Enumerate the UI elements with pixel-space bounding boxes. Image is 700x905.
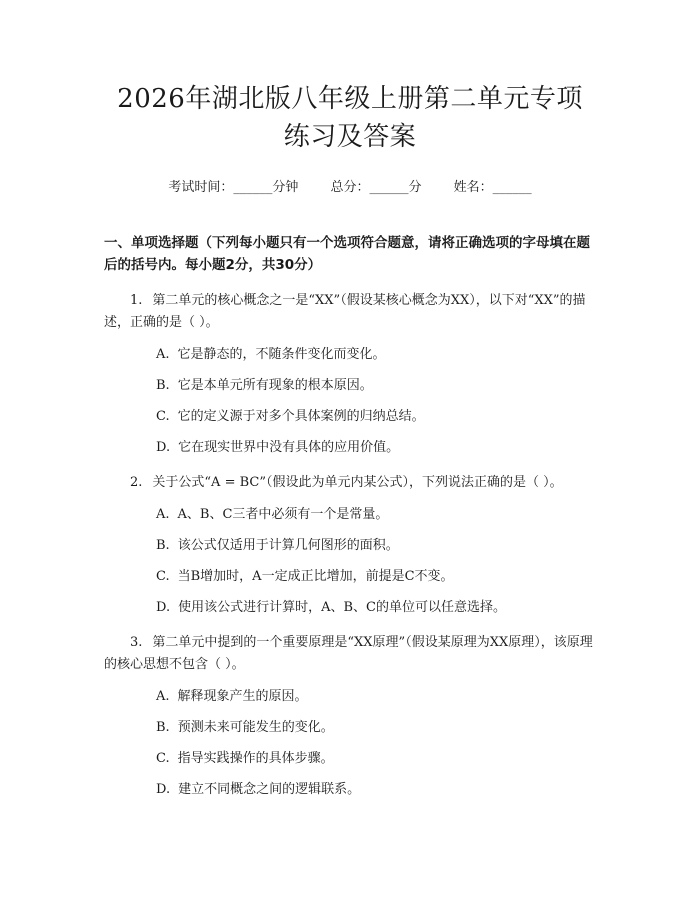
- question: [104, 632, 596, 676]
- option: [104, 505, 596, 525]
- exam-total-score: 总分：______分: [330, 180, 422, 195]
- option-text: 当B增加时，A一定成正比增加，前提是C不变。: [177, 569, 454, 584]
- option-text: 建立不同概念之间的逻辑联系。: [178, 782, 361, 797]
- option-letter: C.: [156, 409, 170, 424]
- question: [104, 472, 596, 494]
- option-text: 使用该公式进行计算时，A、B、C的单位可以任意选择。: [178, 600, 506, 615]
- option: [104, 345, 596, 365]
- option-letter: A.: [156, 507, 170, 522]
- option-letter: A.: [156, 347, 170, 362]
- option: [104, 749, 596, 769]
- option-letter: B.: [156, 538, 170, 553]
- question-number: 2.: [130, 475, 143, 490]
- option-letter: B.: [156, 720, 170, 735]
- option: [104, 780, 596, 800]
- exam-time: 考试时间：______分钟: [168, 180, 299, 195]
- question-text: 关于公式“A = BC”（假设此为单元内某公式），下列说法正确的是（ ）。: [152, 475, 563, 490]
- option: [104, 376, 596, 396]
- option-letter: A.: [156, 689, 170, 704]
- option-letter: C.: [156, 751, 170, 766]
- option-list: [104, 345, 596, 458]
- option-letter: B.: [156, 378, 170, 393]
- exam-meta: [104, 178, 596, 198]
- option-text: 该公式仅适用于计算几何图形的面积。: [177, 538, 399, 553]
- section-title: 一、单项选择题（下列每小题只有一个选项符合题意，请将正确选项的字母填在题后的括号内。每小题2分，共30分）: [104, 235, 590, 273]
- option: [104, 536, 596, 556]
- option-text: 它的定义源于对多个具体案例的归纳总结。: [177, 409, 425, 424]
- option-letter: D.: [156, 600, 171, 615]
- option-list: [104, 687, 596, 800]
- question-text: 第二单元中提到的一个重要原理是“XX原理”（假设某原理为XX原理），该原理的核心思想不包含（ ）。: [104, 635, 593, 672]
- option-text: 预测未来可能发生的变化。: [177, 720, 334, 735]
- option: [104, 598, 596, 618]
- option: [104, 718, 596, 738]
- option: [104, 687, 596, 707]
- option: [104, 407, 596, 427]
- option-text: 它在现实世界中没有具体的应用价值。: [178, 440, 400, 455]
- option-list: [104, 505, 596, 618]
- option-text: A、B、C三者中必须有一个是常量。: [177, 507, 389, 522]
- question-text: 第二单元的核心概念之一是“XX”（假设某核心概念为XX），以下对“XX”的描述，正确的是（ ）。: [104, 293, 586, 330]
- option-letter: D.: [156, 782, 171, 797]
- option-text: 解释现象产生的原因。: [177, 689, 308, 704]
- option: [104, 438, 596, 458]
- option: [104, 567, 596, 587]
- option-text: 它是静态的，不随条件变化而变化。: [177, 347, 386, 362]
- student-name: 姓名：______: [453, 180, 532, 195]
- question: [104, 290, 596, 334]
- option-letter: C.: [156, 569, 170, 584]
- option-text: 指导实践操作的具体步骤。: [177, 751, 334, 766]
- question-number: 3.: [130, 635, 143, 650]
- document-title: 2026年湖北版八年级上册第二单元专项练习及答案: [117, 84, 583, 152]
- option-letter: D.: [156, 440, 171, 455]
- option-text: 它是本单元所有现象的根本原因。: [177, 378, 373, 393]
- question-number: 1.: [130, 293, 143, 308]
